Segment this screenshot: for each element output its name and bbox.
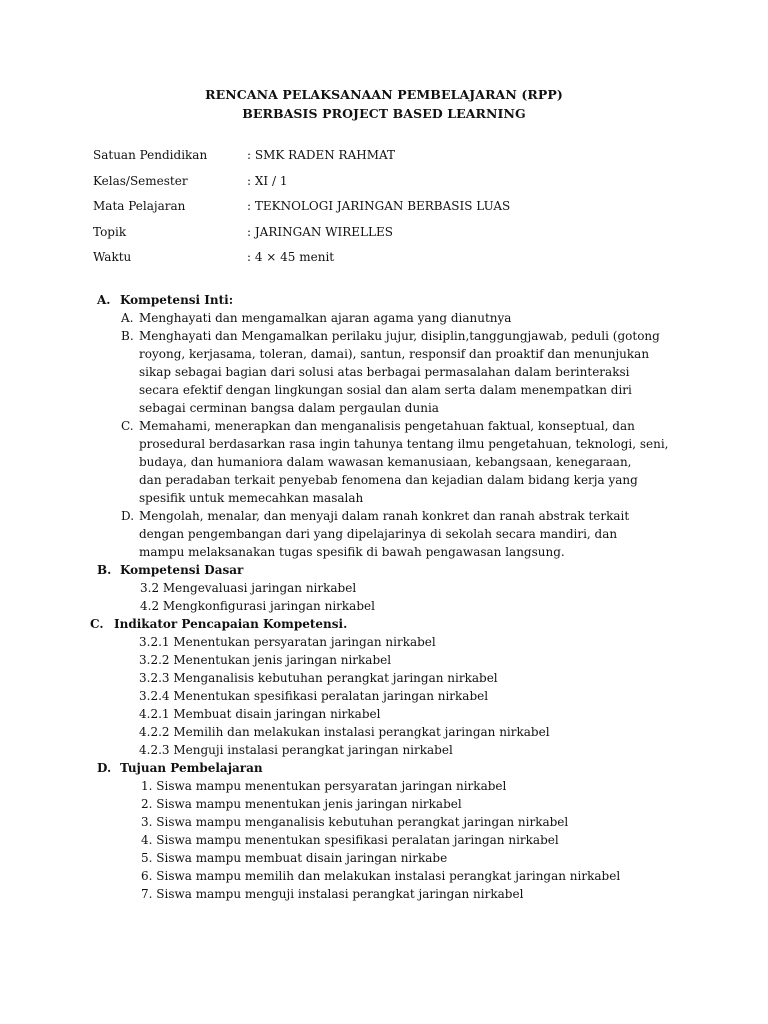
list-item: 5. Siswa mampu membuat disain jaringan nirkabe xyxy=(141,851,448,865)
list-item: 4. Siswa mampu menentukan spesifikasi peralatan jaringan nirkabel xyxy=(141,833,559,847)
section-heading-kompetensi-dasar xyxy=(97,561,697,579)
section-heading-kompetensi-inti xyxy=(97,291,697,309)
list-item: 3.2.1 Menentukan persyaratan jaringan nirkabel xyxy=(139,635,436,649)
item-line: prosedural berdasarkan rasa ingin tahunya tentang ilmu pengetahuan, teknologi, seni, xyxy=(139,437,669,451)
item-line: dengan pengembangan dari yang dipelajarinya di sekolah secara mandiri, dan xyxy=(139,527,618,541)
item-line: Memahami, menerapkan dan menganalisis pengetahuan faktual, konseptual, dan xyxy=(139,419,635,433)
list-item: 6. Siswa mampu memilih dan melakukan instalasi perangkat jaringan nirkabel xyxy=(141,869,621,883)
list-item: 3. Siswa mampu menganalisis kebutuhan perangkat jaringan nirkabel xyxy=(141,815,569,829)
section-title: Kompetensi Inti: xyxy=(120,293,234,307)
item-line: sikap sebagai bagian dari solusi atas berbagai permasalahan dalam berinteraksi xyxy=(139,365,630,379)
section-heading-indikator xyxy=(90,615,690,633)
identity-label: Satuan Pendidikan xyxy=(93,148,208,162)
document-body xyxy=(90,291,697,903)
section-title: Tujuan Pembelajaran xyxy=(120,761,263,775)
list-item xyxy=(97,327,697,417)
list-item: 3.2 Mengevaluasi jaringan nirkabel xyxy=(140,581,357,595)
item-line: Mengolah, menalar, dan menyaji dalam ranah konkret dan ranah abstrak terkait xyxy=(139,509,630,523)
item-marker: A. xyxy=(121,311,134,325)
identity-value: : TEKNOLOGI JARINGAN BERBASIS LUAS xyxy=(247,199,511,213)
identity-label: Kelas/Semester xyxy=(93,173,188,188)
list-item: 4.2 Mengkonfigurasi jaringan nirkabel xyxy=(140,599,375,613)
list-item xyxy=(97,507,697,561)
list-item: 4.2.1 Membuat disain jaringan nirkabel xyxy=(139,707,381,721)
identity-label: Mata Pelajaran xyxy=(93,199,186,213)
identity-value: : XI / 1 xyxy=(247,173,288,188)
section-title: Kompetensi Dasar xyxy=(120,563,244,577)
item-marker: D. xyxy=(121,509,135,523)
list-item: 2. Siswa mampu menentukan jenis jaringan nirkabel xyxy=(141,797,462,811)
list-item: 3.2.2 Menentukan jenis jaringan nirkabel xyxy=(139,653,392,667)
item-line: Menghayati dan Mengamalkan perilaku jujur, disiplin,tanggungjawab, peduli (gotong xyxy=(139,329,660,343)
section-marker: A. xyxy=(97,293,111,307)
section-marker: C. xyxy=(90,617,104,631)
section-title: Indikator Pencapaian Kompetensi. xyxy=(114,617,348,631)
section-heading-tujuan xyxy=(97,759,697,777)
item-line: dan peradaban terkait penyebab fenomena dan kejadian dalam bidang kerja yang xyxy=(139,473,638,487)
list-item: 4.2.3 Menguji instalasi perangkat jaringan nirkabel xyxy=(139,743,453,757)
identity-label: Topik xyxy=(93,224,127,239)
list-item: 3.2.4 Menentukan spesifikasi peralatan jaringan nirkabel xyxy=(139,689,489,703)
identity-label: Waktu xyxy=(93,250,132,264)
item-marker: B. xyxy=(121,329,134,343)
identity-value: : JARINGAN WIRELLES xyxy=(247,224,393,239)
section-marker: D. xyxy=(97,761,112,775)
item-line: secara efektif dengan lingkungan sosial dan alam serta dalam menempatkan diri xyxy=(139,383,632,397)
list-item: 1. Siswa mampu menentukan persyaratan jaringan nirkabel xyxy=(141,779,507,793)
document-subtitle: BERBASIS PROJECT BASED LEARNING xyxy=(242,106,526,121)
list-item xyxy=(97,309,697,327)
list-item xyxy=(97,417,697,507)
identity-value: : 4 × 45 menit xyxy=(247,250,335,264)
item-marker: C. xyxy=(121,419,134,433)
item-line: mampu melaksanakan tugas spesifik di bawah pengawasan langsung. xyxy=(139,545,565,559)
identity-value: : SMK RADEN RAHMAT xyxy=(247,148,396,162)
item-line: royong, kerjasama, toleran, damai), santun, responsif dan proaktif dan menunjukan xyxy=(139,347,650,361)
list-item: 7. Siswa mampu menguji instalasi perangkat jaringan nirkabel xyxy=(141,887,524,901)
section-marker: B. xyxy=(97,563,112,577)
item-line: budaya, dan humaniora dalam wawasan kemanusiaan, kebangsaan, kenegaraan, xyxy=(139,455,632,469)
item-line: spesifik untuk memecahkan masalah xyxy=(139,491,364,505)
item-line: Menghayati dan mengamalkan ajaran agama yang dianutnya xyxy=(139,311,512,325)
item-line: sebagai cerminan bangsa dalam pergaulan dunia xyxy=(139,401,439,415)
document-title: RENCANA PELAKSANAAN PEMBELAJARAN (RPP) xyxy=(205,87,563,102)
list-item: 3.2.3 Menganalisis kebutuhan perangkat jaringan nirkabel xyxy=(139,671,498,685)
list-item: 4.2.2 Memilih dan melakukan instalasi perangkat jaringan nirkabel xyxy=(139,725,550,739)
